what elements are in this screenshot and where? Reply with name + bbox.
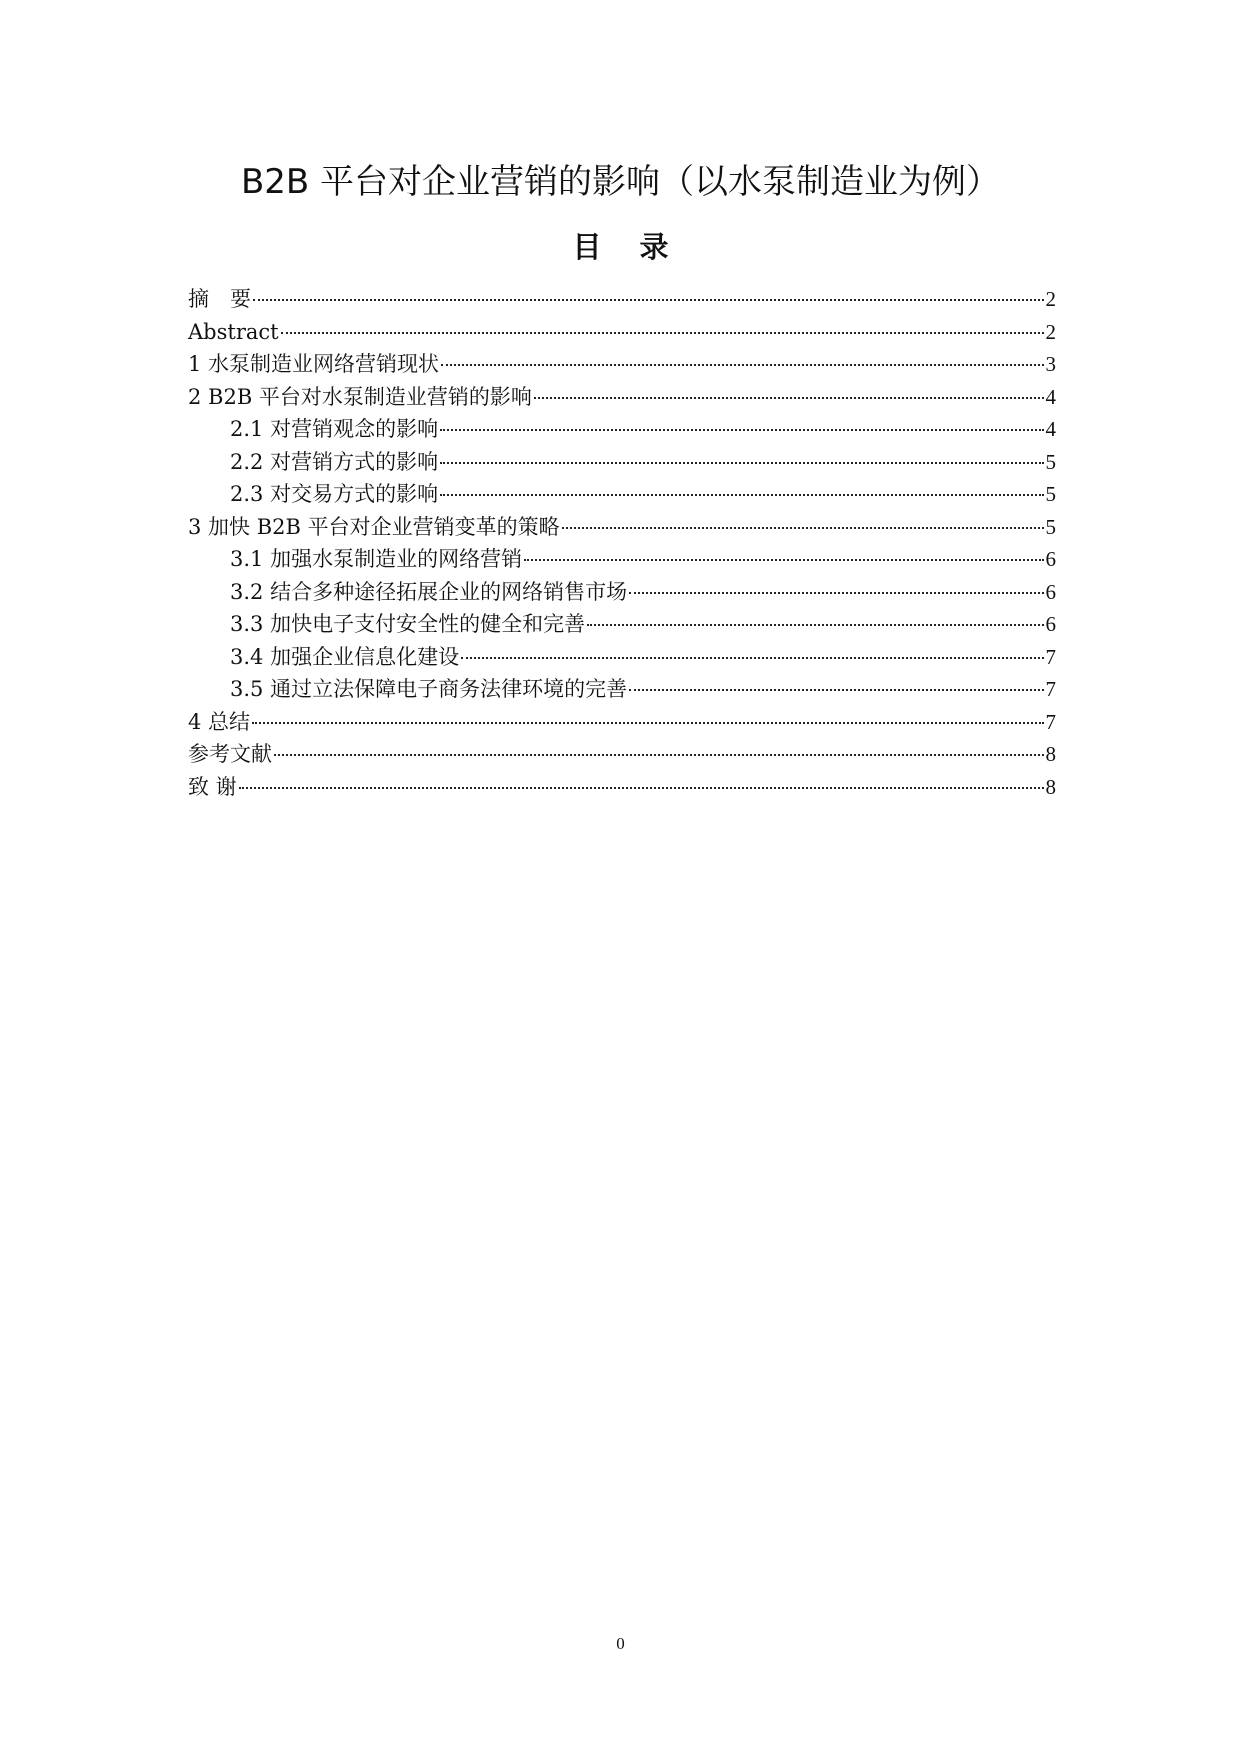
toc-entry-page: 7 — [1045, 677, 1056, 701]
toc-leader-dots — [440, 429, 1043, 431]
toc-entry-label: 2 B2B 平台对水泵制造业营销的影响 — [188, 384, 532, 409]
toc-leader-dots — [524, 559, 1043, 561]
toc-leader-dots — [281, 332, 1044, 334]
toc-entry-page: 6 — [1045, 579, 1056, 604]
toc-entry-label: 4 总结 — [188, 709, 251, 734]
toc-entry-section-3-5[interactable] — [188, 673, 1056, 706]
toc-entry-label: Abstract — [188, 319, 279, 344]
toc-entry-label: 摘 要 — [188, 287, 251, 311]
toc-entry-acknowledgements[interactable] — [188, 771, 1056, 804]
toc-entry-chapter-4[interactable] — [188, 706, 1056, 739]
toc-entry-page: 6 — [1045, 547, 1056, 571]
toc-entry-page: 6 — [1045, 612, 1056, 636]
toc-entry-label: 1 水泵制造业网络营销现状 — [188, 352, 440, 376]
toc-entry-page: 5 — [1045, 449, 1056, 474]
toc-leader-dots — [534, 397, 1044, 399]
toc-entry-page: 8 — [1045, 774, 1056, 799]
toc-entry-section-2-3[interactable] — [188, 478, 1056, 511]
toc-entry-page: 4 — [1045, 417, 1056, 441]
toc-leader-dots — [253, 299, 1044, 301]
toc-entry-page: 2 — [1045, 319, 1056, 344]
toc-entry-label: 3.1 加强水泵制造业的网络营销 — [230, 547, 523, 571]
toc-entry-chapter-1[interactable] — [188, 348, 1056, 381]
toc-entry-label: 3 加快 B2B 平台对企业营销变革的策略 — [188, 514, 560, 539]
toc-entry-label: 2.2 对营销方式的影响 — [230, 449, 439, 474]
toc-leader-dots — [562, 527, 1044, 529]
toc-leader-dots — [629, 592, 1043, 594]
toc-leader-dots — [441, 364, 1043, 366]
toc-entry-label: 3.2 结合多种途径拓展企业的网络销售市场 — [230, 579, 628, 604]
toc-entry-chapter-3[interactable] — [188, 511, 1056, 544]
toc-entry-section-3-4[interactable] — [188, 641, 1056, 674]
toc-leader-dots — [440, 462, 1043, 464]
toc-heading: 目 录 — [572, 230, 683, 264]
page-number: 0 — [616, 1634, 625, 1653]
toc-entry-section-3-2[interactable] — [188, 576, 1056, 609]
toc-entry-page: 7 — [1045, 709, 1056, 734]
toc-entry-label: 3.3 加快电子支付安全性的健全和完善 — [230, 612, 586, 636]
toc-entry-page: 3 — [1045, 352, 1056, 376]
toc-entry-label: 2.1 对营销观念的影响 — [230, 417, 439, 441]
toc-leader-dots — [440, 494, 1043, 496]
toc-entry-label: 3.5 通过立法保障电子商务法律环境的完善 — [230, 677, 628, 701]
toc-entry-label: 参考文献 — [188, 742, 272, 766]
toc-leader-dots — [252, 722, 1043, 724]
toc-leader-dots — [239, 787, 1044, 789]
toc-leader-dots — [461, 657, 1043, 659]
toc-entry-abstract-en[interactable] — [188, 316, 1056, 349]
toc-entry-references[interactable] — [188, 738, 1056, 771]
toc-entry-chapter-2[interactable] — [188, 381, 1056, 414]
toc-entry-section-3-1[interactable] — [188, 543, 1056, 576]
toc-entry-page: 4 — [1045, 384, 1056, 409]
toc-entry-section-3-3[interactable] — [188, 608, 1056, 641]
toc-entry-page: 8 — [1045, 742, 1056, 766]
toc-leader-dots — [629, 689, 1043, 691]
table-of-contents — [188, 283, 1056, 803]
toc-entry-section-2-2[interactable] — [188, 446, 1056, 479]
toc-entry-label: 3.4 加强企业信息化建设 — [230, 644, 460, 669]
toc-leader-dots — [587, 624, 1043, 626]
toc-entry-label: 致 谢 — [188, 774, 237, 799]
toc-entry-page: 2 — [1045, 287, 1056, 311]
toc-entry-page: 7 — [1045, 644, 1056, 669]
document-title: B2B 平台对企业营销的影响（以水泵制造业为例） — [240, 162, 1001, 202]
toc-entry-label: 2.3 对交易方式的影响 — [230, 482, 439, 506]
toc-leader-dots — [274, 754, 1044, 756]
toc-entry-page: 5 — [1045, 514, 1056, 539]
toc-entry-section-2-1[interactable] — [188, 413, 1056, 446]
toc-entry-page: 5 — [1045, 482, 1056, 506]
toc-entry-abstract-cn[interactable] — [188, 283, 1056, 316]
